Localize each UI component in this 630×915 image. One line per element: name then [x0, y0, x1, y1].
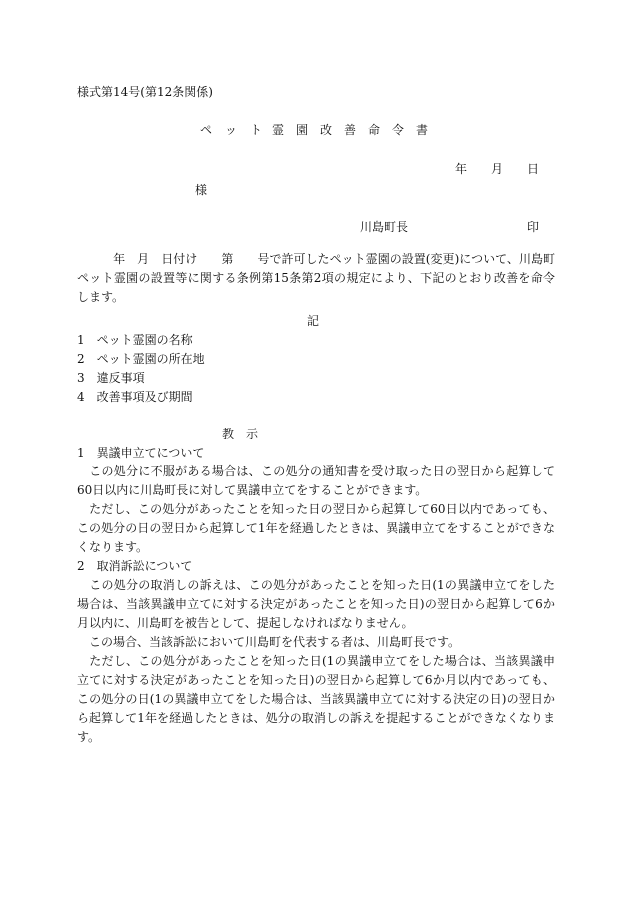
section1-paragraph-1: この処分に不服がある場合は、この処分の通知書を受け取った日の翌日から起算して60日以内に川島町長に対して異議申立てをすることができます。 — [77, 464, 555, 497]
date-year: 年 — [455, 162, 468, 176]
document-title — [200, 121, 440, 139]
title-char: 命 — [368, 123, 381, 137]
section2-paragraph-1: この処分の取消しの訴えは、この処分があったことを知った日(1の異議申立てをした場合は、当該異議申立てに対する決定があったことを知った日)の翌日から起算して6か月以内に、川島町を被告として、提起しなければなりません。 — [77, 578, 555, 630]
section2-paragraph-2: この場合、当該訴訟において川島町を代表する者は、川島町長です。 — [77, 635, 461, 649]
list-item: 2 ペット霊園の所在地 — [77, 352, 205, 366]
ki-heading: 記 — [307, 314, 320, 328]
kyouji-heading: 教 示 — [222, 427, 259, 441]
title-char: ペ — [200, 123, 213, 137]
form-number: 様式第14号(第12条関係) — [77, 85, 213, 99]
seal-mark: 印 — [527, 220, 540, 234]
title-char: ッ — [225, 123, 238, 137]
body-paragraph: 年 月 日付け 第 号で許可したペット霊園の設置(変更)について、川島町ペット霊園の設置等に関する条例第15条第2項の規定により、下記のとおり改善を命令します。 — [77, 252, 555, 304]
section2-heading: 2 取消訴訟について — [77, 559, 193, 573]
list-item: 1 ペット霊園の名称 — [77, 333, 193, 347]
section2-paragraph-3: ただし、この処分があったことを知った日(1の異議申立てをした場合は、当該異議申立てに対する決定があったことを知った日)の翌日から起算して6か月以内であっても、この処分の日(1の異議申立てをした場合は、当該異議申立てに対する決定の日)の翌日から起算して1年を経過したときは、処分の取消しの訴えを提起することができなくなります。 — [77, 654, 555, 744]
title-char: 園 — [296, 123, 309, 137]
title-char: 霊 — [272, 123, 285, 137]
title-char: ト — [250, 123, 263, 137]
list-item: 4 改善事項及び期間 — [77, 390, 193, 404]
title-char: 書 — [416, 123, 429, 137]
section1-heading: 1 異議申立てについて — [77, 446, 205, 460]
date-month: 月 — [491, 162, 504, 176]
title-char: 善 — [344, 123, 357, 137]
list-item: 3 違反事項 — [77, 371, 145, 385]
section1-paragraph-2: ただし、この処分があったことを知った日の翌日から起算して60日以内であっても、この処分の日の翌日から起算して1年を経過したときは、異議申立てをすることができなくなります。 — [77, 502, 555, 554]
addressee-suffix: 様 — [195, 183, 208, 197]
title-char: 令 — [392, 123, 405, 137]
issuer-name: 川島町長 — [360, 220, 409, 234]
date-day: 日 — [527, 162, 540, 176]
title-char: 改 — [320, 123, 333, 137]
